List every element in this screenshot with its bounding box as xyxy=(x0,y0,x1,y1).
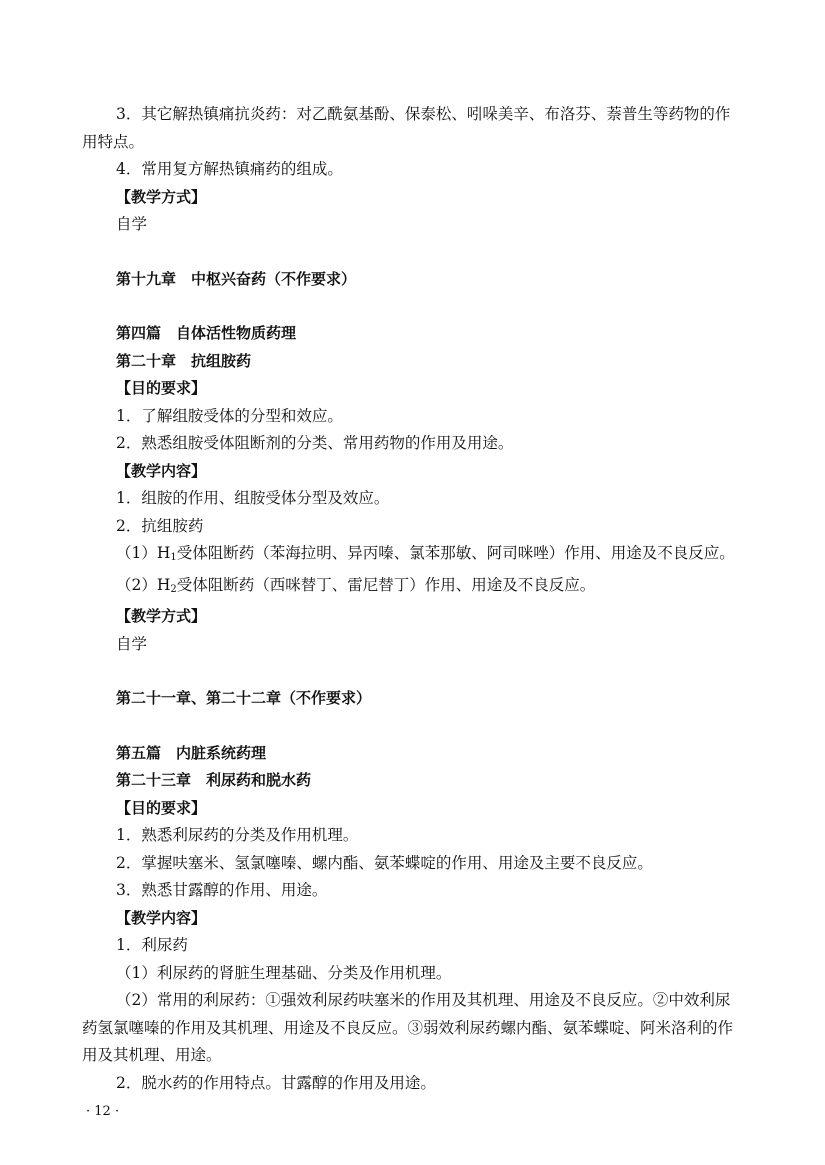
list-item: 1．利尿药 xyxy=(116,936,188,954)
part-heading: 第四篇 自体活性物质药理 xyxy=(116,324,297,342)
paragraph: 2．脱水药的作用特点。甘露醇的作用及用途。 xyxy=(116,1073,436,1092)
list-item: 2．抗组胺药 xyxy=(116,516,204,535)
chapter-heading: 第十九章 中枢兴奋药（不作要求） xyxy=(116,269,357,288)
section-heading: 【目的要求】 xyxy=(116,379,207,397)
chapter-heading: 第二十三章 利尿药和脱水药 xyxy=(116,771,312,789)
chapter-heading: 第二十章 抗组胺药 xyxy=(116,351,252,370)
section-heading: 【教学方式】 xyxy=(116,187,207,206)
part-heading: 第五篇 内脏系统药理 xyxy=(116,743,267,762)
paragraph: 4．常用复方解热镇痛药的组成。 xyxy=(116,160,343,178)
list-item: 3．熟悉甘露醇的作用、用途。 xyxy=(116,881,328,899)
paragraph: 自学 xyxy=(116,634,148,653)
list-item: 1．组胺的作用、组胺受体分型及效应。 xyxy=(116,489,390,507)
list-item: $(1)H_1$受体阻断药（苯海拉明、异丙嗪、氯苯那敏、阿司咪唑）作用、用途及不良反应。 xyxy=(116,544,735,563)
chapter-heading: 第二十一章、第二十二章（不作要求） xyxy=(116,689,372,707)
paragraph: 自学 xyxy=(116,215,148,233)
list-item: $(2)H_2$受体阻断药（西咪替丁、雷尼替丁）作用、用途及不良反应。 xyxy=(116,575,596,595)
list-item: （1）利尿药的肾脏生理基础、分类及作用机理。 xyxy=(116,963,452,982)
page-number: · 12 · xyxy=(86,1104,120,1119)
list-item: 1．了解组胺受体的分型和效应。 xyxy=(116,406,343,425)
list-item: 2．熟悉组胺受体阻断剂的分类、常用药物的作用及用途。 xyxy=(116,434,514,452)
paragraph: （2）常用的利尿药：①强效利尿药呋塞米的作用及其机理、用途及不良反应。②中效利尿药氢氯噻嗪的作用及其机理、用途及不良反应。③弱效利尿药螺内酯、氨苯蝶啶、阿米洛利的作用及其机理、用途。 xyxy=(82,991,734,1064)
paragraph: 3．其它解热镇痛抗炎药：对乙酰氨基酚、保泰松、吲哚美辛、布洛芬、萘普生等药物的作用特点。 xyxy=(82,105,731,151)
section-heading: 【目的要求】 xyxy=(116,798,207,817)
section-heading: 【教学内容】 xyxy=(116,908,207,927)
section-heading: 【教学方式】 xyxy=(116,607,207,625)
document-body xyxy=(82,101,745,1097)
section-heading: 【教学内容】 xyxy=(116,461,207,480)
list-item: 2．掌握呋塞米、氢氯噻嗪、螺内酯、氨苯蝶啶的作用、用途及主要不良反应。 xyxy=(116,853,653,872)
list-item: 1．熟悉利尿药的分类及作用机理。 xyxy=(116,826,359,844)
